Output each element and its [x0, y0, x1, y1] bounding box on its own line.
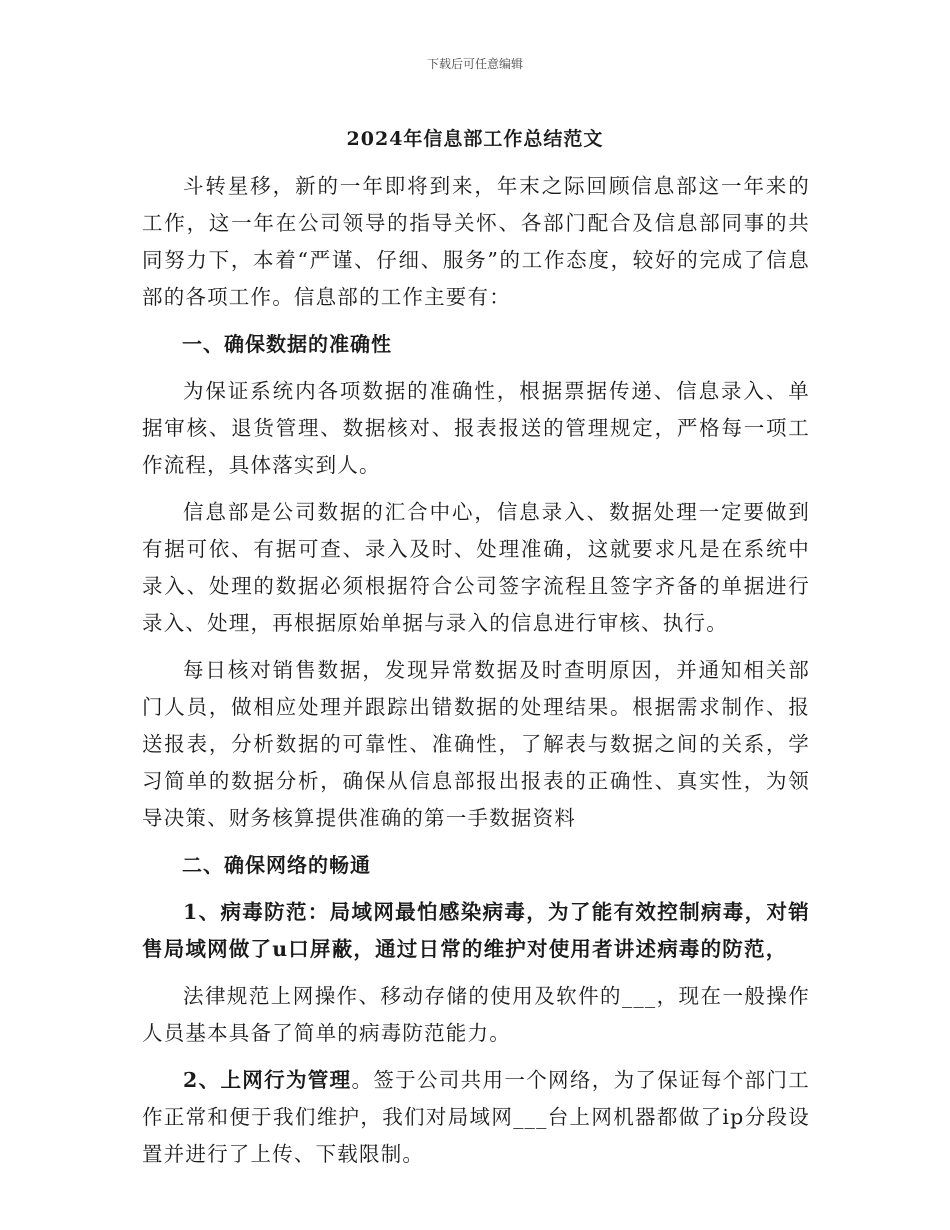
paragraph-data-accuracy-3: 每日核对销售数据，发现异常数据及时查明原因，并通知相关部门人员，做相应处理并跟踪出错数据的处理结果。根据需求制作、报送报表，分析数据的可靠性、准确性，了解表与数据之间的关系，学习简单的数据分析，确保从信息部报出报表的正确性、真实性，为领导决策、财务核算提供准确的第一手数据资料: [142, 658, 810, 830]
page-header: 下载后可任意编辑: [426, 57, 523, 71]
intro-paragraph: 斗转星移，新的一年即将到来，年末之际回顾信息部这一年来的工作，这一年在公司领导的指导关怀、各部门配合及信息部同事的共同努力下，本着“严谨、仔细、服务”的工作态度，较好的完成了信息部的各项工作。信息部的工作主要有：: [142, 174, 810, 309]
paragraph-internet-behavior: [142, 1062, 810, 1173]
section-heading-network: 二、确保网络的畅通: [182, 853, 371, 877]
document-body: [142, 168, 810, 1183]
paragraph-data-accuracy-2: 信息部是公司数据的汇合中心，信息录入、数据处理一定要做到有据可依、有据可查、录入及时、处理准确，这就要求凡是在系统中录入、处理的数据必须根据符合公司签字流程且签字齐备的单据进行录入、处理，再根据原始单据与录入的信息进行审核、执行。: [142, 500, 810, 635]
paragraph-data-accuracy-1: 为保证系统内各项数据的准确性，根据票据传递、信息录入、单据审核、退货管理、数据核对、报表报送的管理规定，严格每一项工作流程，具体落实到人。: [142, 379, 810, 477]
paragraph-virus-prevention: 1、病毒防范：局域网最怕感染病毒，为了能有效控制病毒，对销售局域网做了u口屏蔽，通过日常的维护对使用者讲述病毒的防范，: [142, 900, 810, 961]
internet-behavior-label: 2、上网行为管理: [183, 1068, 352, 1092]
section-heading-data-accuracy: 一、确保数据的准确性: [182, 332, 392, 356]
paragraph-virus-prevention-continued: 法律规范上网操作、移动存储的使用及软件的___，现在一般操作人员基本具备了简单的病毒防范能力。: [142, 984, 810, 1045]
document-title: 2024年信息部工作总结范文: [346, 128, 604, 150]
internet-behavior-text: 。签于公司共用一个网络，为了保证每个部门工作正常和便于我们维护，我们对局域网___台上网机器都做了ip分段设置并进行了上传、下载限制。: [142, 1068, 810, 1166]
